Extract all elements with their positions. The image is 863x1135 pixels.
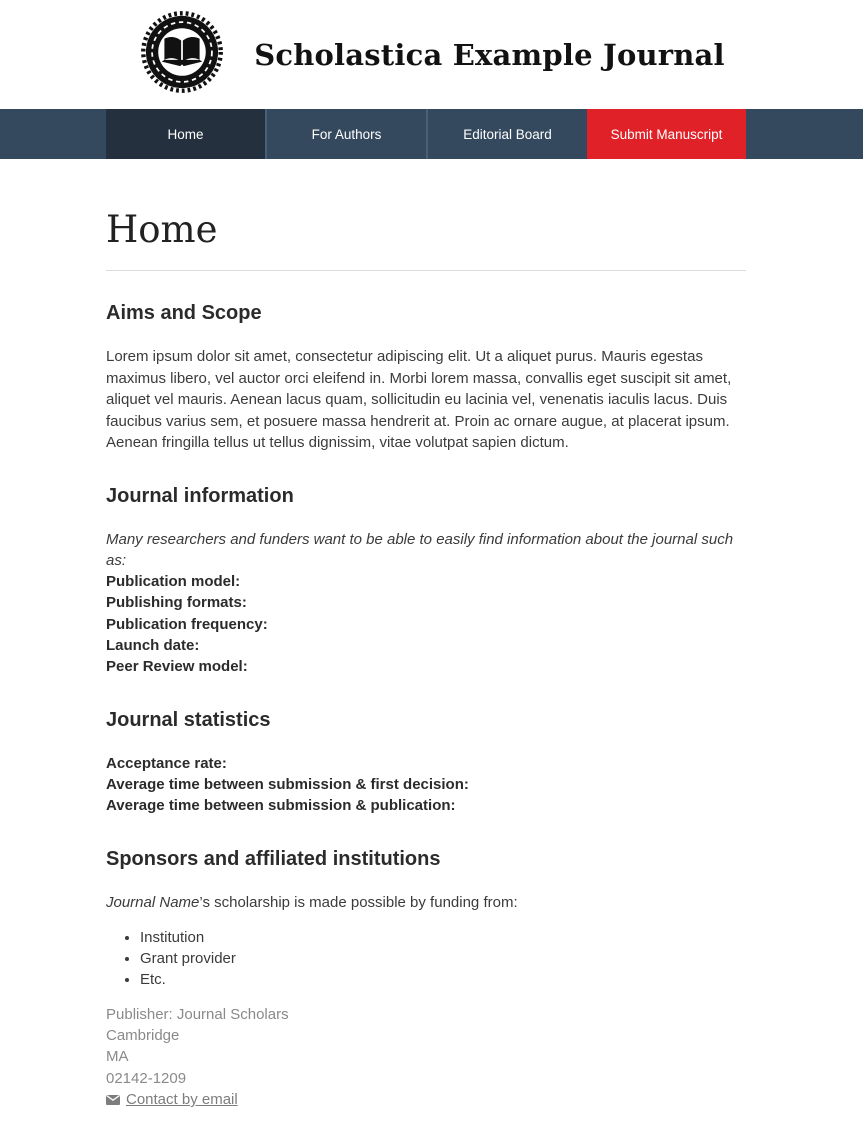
publisher-block (106, 1004, 746, 1111)
sponsors-heading: Sponsors and affiliated institutions (106, 847, 441, 870)
list-item-grant-provider: • Grant provider (140, 948, 746, 969)
section-journal-statistics (106, 709, 746, 817)
section-journal-information (106, 485, 746, 678)
envelope-icon (106, 1095, 120, 1105)
journal-information-intro: Many researchers and funders want to be able to easily find information about the journal such as: (106, 530, 734, 569)
nav-item-submit-manuscript[interactable]: Submit Manuscript (587, 109, 746, 159)
section-sponsors (106, 848, 746, 990)
site-header (0, 0, 863, 109)
aims-body-text: Lorem ipsum dolor sit amet, consectetur adipiscing elit. Ut a aliquet purus. Mauris egestas maximus libero, vel auctor orci eleifend in. Morbi lorem massa, convallis eget suscipit sit amet, aliquet vel mauris. Aenean lacus quam, sollicitudin eu lacinia vel, venenatis iaculis lacus. Duis faucibus varius sem, et posuere massa hendrerit at. Proin ac ornare augue, at placerat ipsum. Aenean fringilla tellus ut tellus dignissim, vitae volutpat sapien dictum. (106, 348, 732, 452)
nav-tabs (106, 109, 746, 159)
title-divider (106, 270, 746, 271)
publisher-state: MA (106, 1048, 129, 1066)
main-content (106, 159, 746, 1135)
field-peer-review-model: Peer Review model: (106, 658, 248, 676)
journal-logo-icon (138, 8, 226, 101)
journal-name-italic: Journal Name (106, 893, 200, 911)
field-publication-frequency: Publication frequency: (106, 615, 268, 633)
contact-link-text: Contact by email (126, 1091, 238, 1109)
site-title: Scholastica Example Journal (254, 37, 725, 72)
contact-by-email-link[interactable] (106, 1089, 238, 1110)
nav-item-for-authors[interactable]: For Authors (265, 109, 426, 159)
page-title: Home (106, 208, 218, 251)
nav-item-home[interactable]: Home (106, 109, 265, 159)
field-avg-time-publication: Average time between submission & publication: (106, 797, 456, 815)
sponsors-intro (106, 892, 746, 913)
publisher-city: Cambridge (106, 1027, 180, 1045)
publisher-line: Publisher: Journal Scholars (106, 1005, 289, 1023)
field-avg-time-first-decision: Average time between submission & first decision: (106, 775, 469, 793)
list-item-etc: • Etc. (140, 969, 746, 990)
field-launch-date: Launch date: (106, 637, 200, 655)
field-publication-model: Publication model: (106, 573, 241, 591)
sponsor-list (106, 927, 746, 990)
aims-heading: Aims and Scope (106, 302, 262, 325)
section-aims-and-scope (106, 302, 746, 453)
field-acceptance-rate: Acceptance rate: (106, 754, 227, 772)
field-publishing-formats: Publishing formats: (106, 594, 247, 612)
sponsors-intro-rest: ’s scholarship is made possible by funding from: (199, 893, 518, 911)
publisher-zip: 02142-1209 (106, 1069, 187, 1087)
journal-information-heading: Journal information (106, 484, 294, 507)
nav-item-editorial-board[interactable]: Editorial Board (426, 109, 587, 159)
list-item-institution: • Institution (140, 927, 746, 948)
main-nav (0, 109, 863, 159)
journal-statistics-heading: Journal statistics (106, 708, 271, 731)
